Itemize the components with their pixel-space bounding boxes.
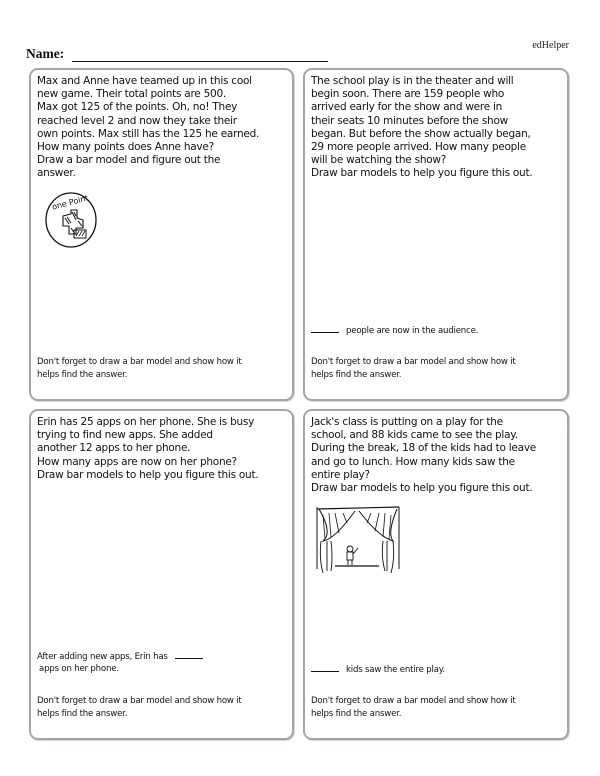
problem-line: Max got 125 of the points. Oh, no! They [37, 101, 238, 114]
problem-line: Draw bar models to help you figure this out. [311, 167, 533, 180]
problem-card-1 [29, 68, 294, 401]
reminder-text [311, 356, 561, 381]
problem-line: began. But before the show actually began, [311, 127, 531, 140]
problem-text [37, 75, 288, 181]
problem-line: begin soon. There are 159 people who [311, 88, 505, 101]
problem-line: their seats 10 minutes before the show [311, 114, 508, 127]
problem-line: answer. [37, 167, 76, 180]
reminder-line: helps find the answer. [37, 708, 128, 719]
answer-line [37, 651, 203, 675]
reminder-text [311, 695, 561, 720]
brand-label: edHelper [532, 40, 569, 51]
problem-line: Draw a bar model and figure out the [37, 154, 221, 167]
problem-line: During the break, 18 of the kids had to leave [311, 442, 537, 455]
reminder-line: Don't forget to draw a bar model and show how it [311, 357, 516, 367]
problem-line: new game. Their total points are 500. [37, 88, 226, 101]
answer-line [311, 664, 445, 676]
problem-line: How many points does Anne have? [37, 141, 214, 154]
reminder-text [37, 356, 286, 381]
problem-line: another 12 apps to her phone. [37, 442, 191, 455]
problem-line: trying to find new apps. She added [37, 429, 213, 442]
problem-line: arrived early for the show and were in [311, 101, 503, 114]
reminder-line: Don't forget to draw a bar model and show how it [37, 696, 242, 706]
problem-line: and go to lunch. How many kids saw the [311, 455, 515, 468]
answer-text: kids saw the entire play. [346, 665, 445, 675]
problem-line: Draw bar models to help you figure this out. [311, 482, 533, 495]
reminder-line: Don't forget to draw a bar model and show how it [311, 696, 516, 706]
problem-text [37, 416, 288, 482]
name-field[interactable] [72, 49, 328, 62]
problem-line: school, and 88 kids came to see the play. [311, 429, 518, 442]
problem-line: Draw bar models to help you figure this out. [37, 468, 259, 481]
answer-blank[interactable] [311, 671, 339, 672]
problem-card-3 [29, 409, 294, 740]
problem-line: Max and Anne have teamed up in this cool [37, 75, 252, 87]
problem-line: own points. Max still has the 125 he earned. [37, 127, 260, 140]
one-point-badge-icon [43, 190, 99, 250]
problem-line: reached level 2 and now they take their [37, 114, 237, 127]
name-row [26, 46, 328, 62]
problem-line: 29 more people arrived. How many people [311, 141, 526, 154]
problem-text [311, 75, 563, 181]
badge-text: one Point [51, 193, 90, 212]
reminder-text [37, 695, 286, 720]
problem-line: The school play is in the theater and will [311, 75, 514, 87]
problem-card-4 [303, 409, 569, 740]
reminder-line: Don't forget to draw a bar model and show how it [37, 357, 242, 367]
answer-text: After adding new apps, Erin has [37, 652, 168, 662]
theater-stage-icon [313, 503, 403, 579]
problem-line: Erin has 25 apps on her phone. She is busy [37, 416, 255, 428]
reminder-line: helps find the answer. [311, 369, 402, 380]
problem-line: How many apps are now on her phone? [37, 455, 237, 468]
problem-text [311, 416, 563, 495]
answer-text: people are now in the audience. [346, 326, 479, 336]
answer-text: apps on her phone. [39, 664, 119, 674]
answer-blank[interactable] [175, 658, 203, 659]
problem-line: Jack's class is putting on a play for the [311, 416, 503, 428]
reminder-line: helps find the answer. [37, 369, 128, 380]
name-label: Name: [26, 46, 65, 61]
answer-blank[interactable] [311, 332, 339, 333]
problem-line: will be watching the show? [311, 154, 447, 167]
problem-line: entire play? [311, 468, 370, 481]
problem-card-2 [303, 68, 569, 401]
answer-line [311, 325, 478, 337]
reminder-line: helps find the answer. [311, 708, 402, 719]
